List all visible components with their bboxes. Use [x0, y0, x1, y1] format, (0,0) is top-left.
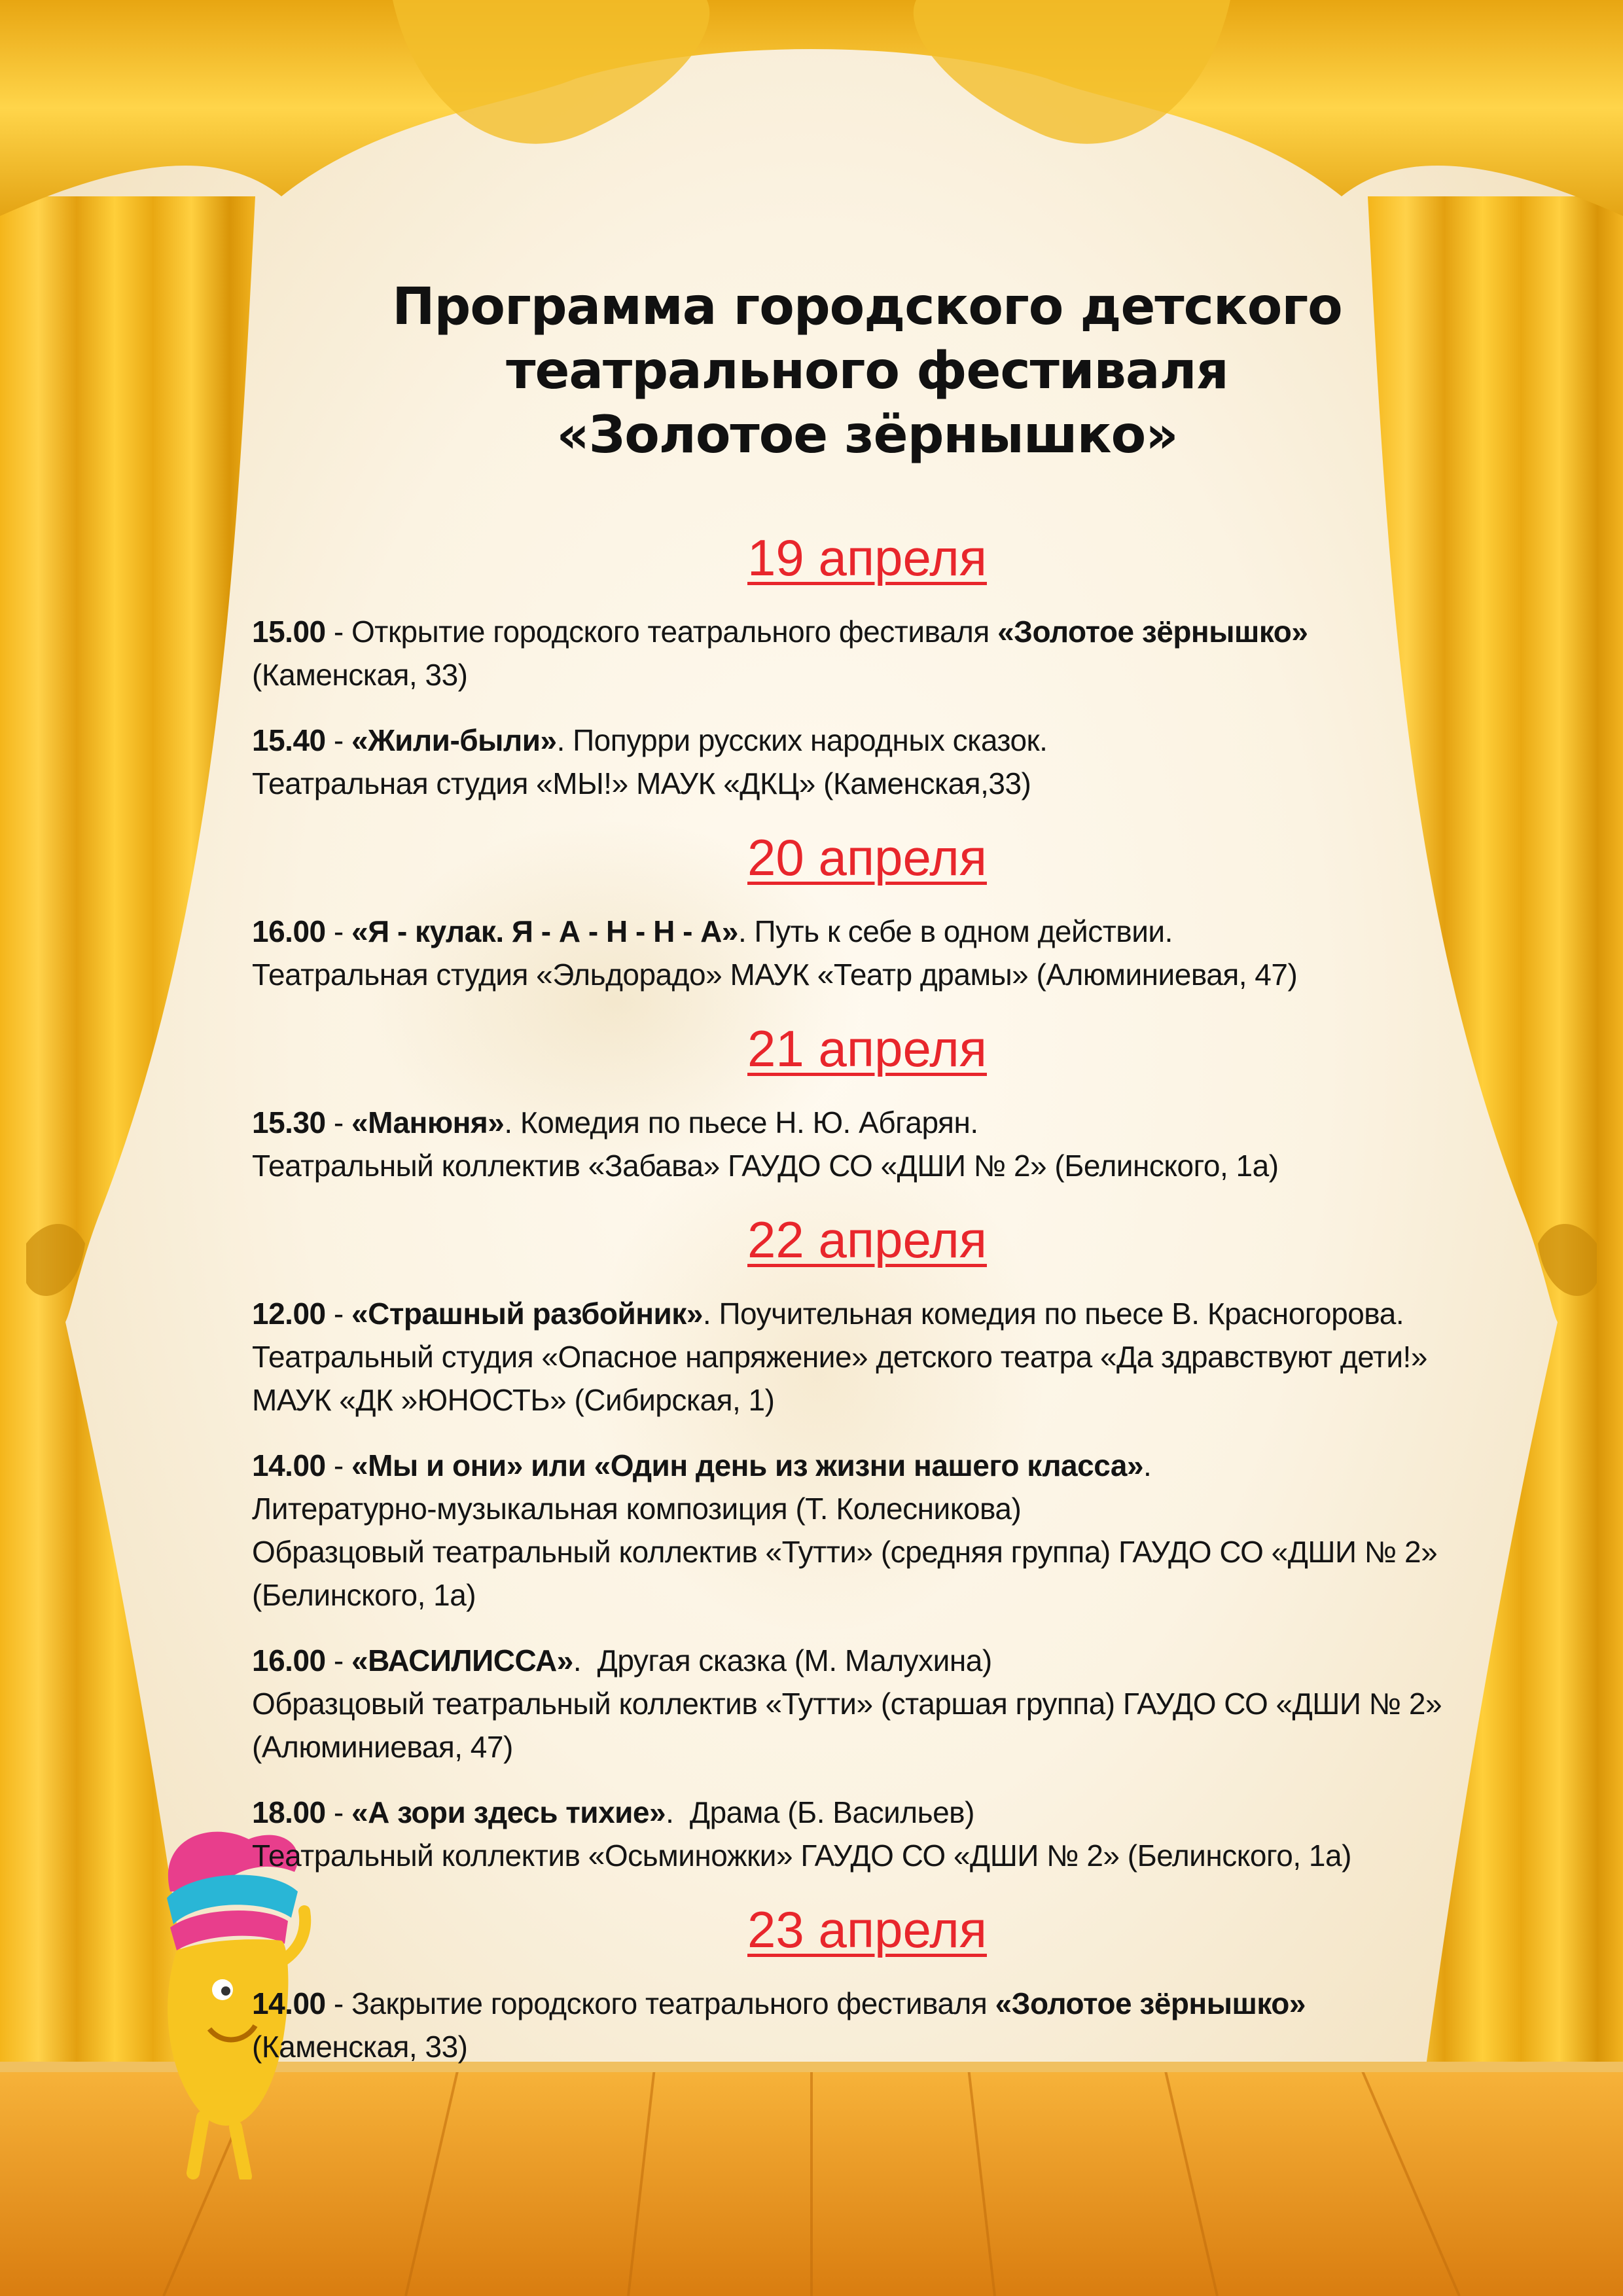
event-time: 15.30	[252, 1105, 326, 1139]
event-venue: (Каменская, 33)	[252, 658, 468, 692]
event-description: . Другая сказка (М. Малухина)	[573, 1643, 992, 1677]
event-venue: (Алюминиевая, 47)	[252, 1730, 513, 1764]
title-line: Программа городского детского	[392, 278, 1342, 336]
event-title: «Жили-были»	[351, 723, 557, 757]
program-event	[252, 1444, 1482, 1617]
event-time: 14.00	[252, 1986, 326, 2020]
event-venue: (Каменская, 33)	[252, 2030, 468, 2064]
day-heading: 19 апреля	[747, 529, 987, 586]
day-heading: 23 апреля	[747, 1901, 987, 1958]
event-separator: -	[325, 1643, 352, 1677]
event-venue: Театральная студия «МЫ!» МАУК «ДКЦ» (Каменская,33)	[252, 766, 1031, 800]
day-heading: 20 апреля	[747, 829, 987, 886]
event-time: 15.00	[252, 615, 326, 649]
event-venue: МАУК «ДК »ЮНОСТЬ» (Сибирская, 1)	[252, 1383, 775, 1417]
festival-program	[252, 275, 1482, 2090]
day-heading: 21 апреля	[747, 1020, 987, 1077]
event-venue: Театральный студия «Опасное напряжение» детского театра «Да здравствуют дети!»	[252, 1340, 1427, 1374]
event-time: 18.00	[252, 1795, 326, 1829]
program-event	[252, 1982, 1482, 2068]
event-venue: Образцовый театральный коллектив «Тутти» (средняя группа) ГАУДО СО «ДШИ № 2»	[252, 1535, 1438, 1569]
event-title: «Я - кулак. Я - А - Н - Н - А»	[351, 914, 738, 948]
event-separator: -	[325, 1795, 352, 1829]
program-event	[252, 1639, 1482, 1768]
event-separator: -	[325, 1297, 352, 1331]
event-separator: -	[325, 1448, 352, 1482]
program-event	[252, 1791, 1482, 1877]
event-description: . Поучительная комедия по пьесе В. Красногорова.	[702, 1297, 1404, 1331]
event-separator: -	[325, 914, 352, 948]
event-description: . Путь к себе в одном действии.	[738, 914, 1173, 948]
day-heading: 22 апреля	[747, 1211, 987, 1268]
program-event	[252, 1292, 1482, 1422]
event-time: 16.00	[252, 914, 326, 948]
event-description: . Драма (Б. Васильев)	[666, 1795, 974, 1829]
title-line: «Золотое зёрнышко»	[556, 406, 1178, 465]
event-venue: (Белинского, 1а)	[252, 1578, 476, 1612]
event-time: 12.00	[252, 1297, 326, 1331]
event-description: .	[1143, 1448, 1152, 1482]
event-venue: Театральная студия «Эльдорадо» МАУК «Театр драмы» (Алюминиевая, 47)	[252, 958, 1298, 992]
event-title: «Мы и они» или «Один день из жизни нашего класса»	[351, 1448, 1144, 1482]
event-description: . Комедия по пьесе Н. Ю. Абгарян.	[504, 1105, 978, 1139]
event-text: Закрытие городского театрального фестиваля	[351, 1986, 995, 2020]
event-title: «Золотое зёрнышко»	[997, 615, 1308, 649]
event-time: 14.00	[252, 1448, 326, 1482]
program-event	[252, 719, 1482, 805]
event-venue: Театральный коллектив «Забава» ГАУДО СО «ДШИ № 2» (Белинского, 1а)	[252, 1149, 1279, 1183]
event-title: «Страшный разбойник»	[351, 1297, 703, 1331]
event-separator: -	[325, 1986, 352, 2020]
page-title	[252, 275, 1482, 467]
event-title: «ВАСИЛИССА»	[351, 1643, 573, 1677]
event-title: «Манюня»	[351, 1105, 505, 1139]
event-title: «А зори здесь тихие»	[351, 1795, 666, 1829]
event-description-line: Литературно-музыкальная композиция (Т. Колесникова)	[252, 1492, 1022, 1526]
event-separator: -	[325, 1105, 352, 1139]
program-event	[252, 910, 1482, 996]
title-line: театрального фестиваля	[506, 342, 1228, 401]
event-venue: Образцовый театральный коллектив «Тутти» (старшая группа) ГАУДО СО «ДШИ № 2»	[252, 1687, 1442, 1721]
event-time: 16.00	[252, 1643, 326, 1677]
curtain-valance-icon	[0, 0, 1623, 275]
event-separator: -	[325, 615, 352, 649]
program-event	[252, 610, 1482, 696]
event-venue: Театральный коллектив «Осьминожки» ГАУДО СО «ДШИ № 2» (Белинского, 1а)	[252, 1839, 1351, 1873]
event-description: . Попурри русских народных сказок.	[556, 723, 1048, 757]
event-separator: -	[325, 723, 352, 757]
event-time: 15.40	[252, 723, 326, 757]
program-event	[252, 1101, 1482, 1187]
event-text: Открытие городского театрального фестиваля	[351, 615, 998, 649]
event-title: «Золотое зёрнышко»	[995, 1986, 1306, 2020]
